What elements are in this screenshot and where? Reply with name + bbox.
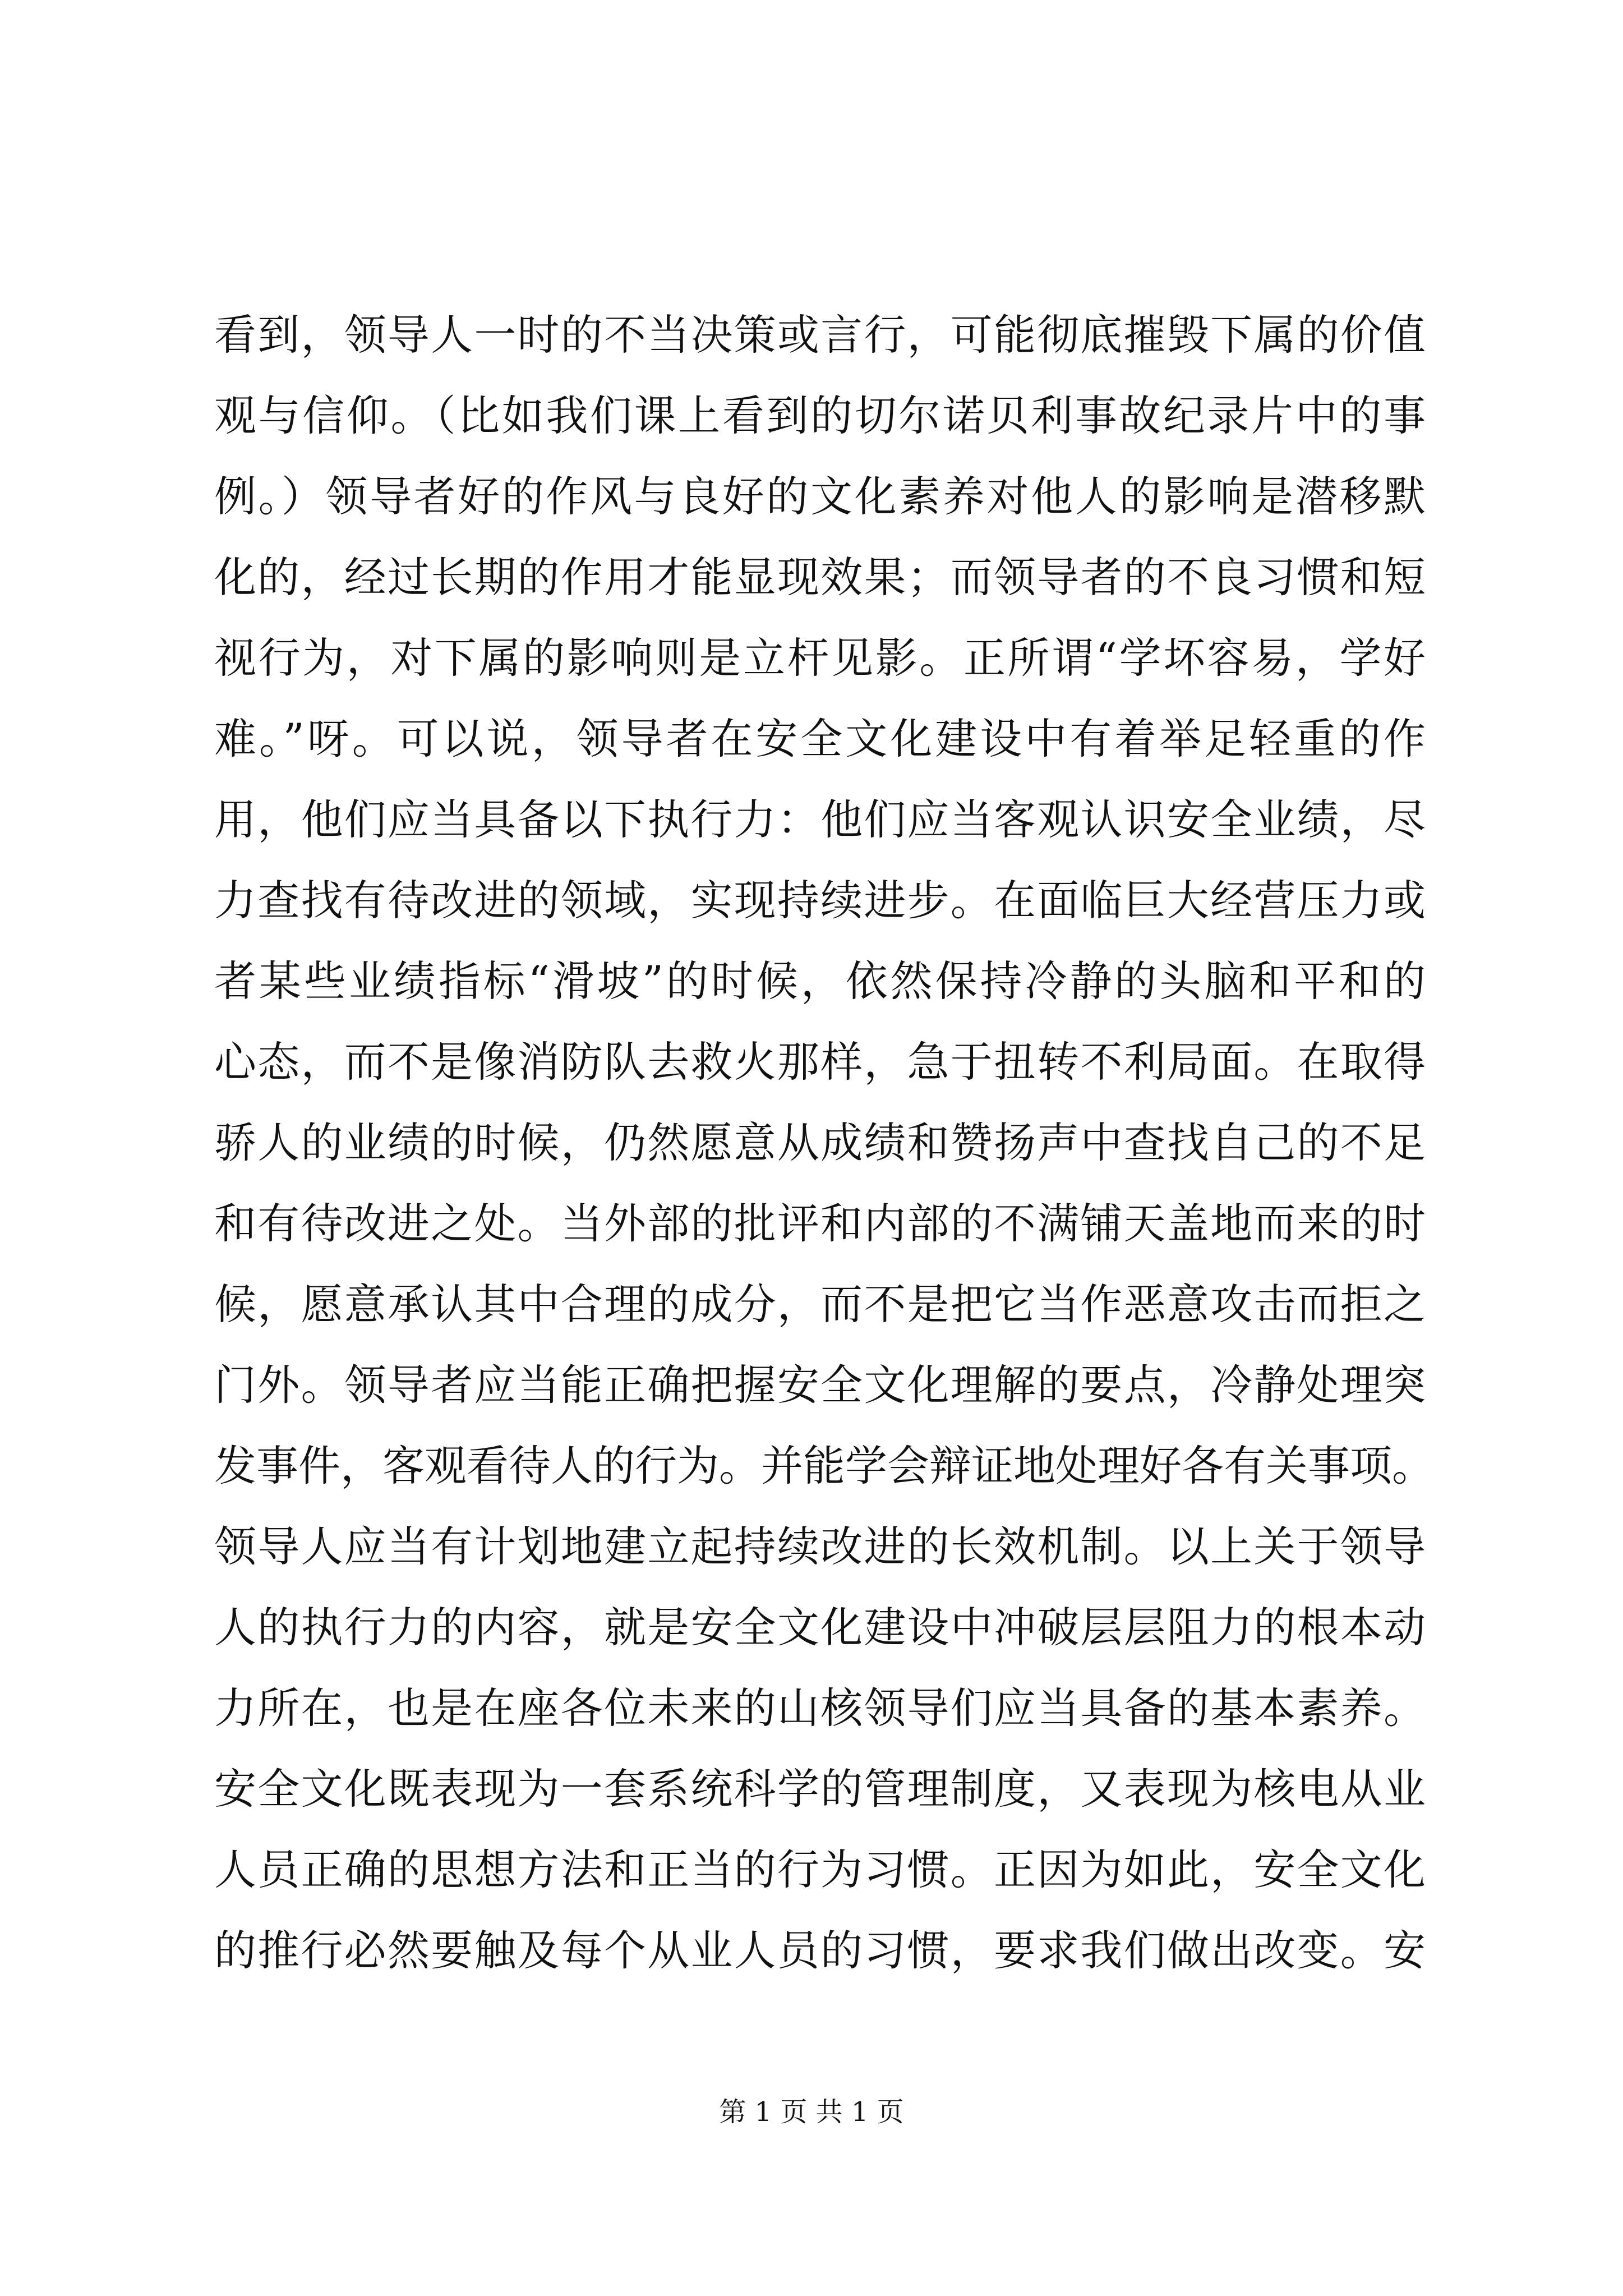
text-line: 者某些业绩指标“滑坡”的时候，依然保持冷静的头脑和平和的 bbox=[214, 956, 1426, 1006]
text-line: 人的执行力的内容，就是安全文化建设中冲破层层阻力的根本动 bbox=[214, 1603, 1426, 1652]
text-line: 人员正确的思想方法和正当的行为习惯。正因为如此，安全文化 bbox=[214, 1845, 1426, 1894]
text-line: 和有待改进之处。当外部的批评和内部的不满铺天盖地而来的时 bbox=[214, 1199, 1426, 1248]
text-line: 看到，领导人一时的不当决策或言行，可能彻底摧毁下属的价值 bbox=[214, 310, 1426, 360]
text-line: 例。）领导者好的作风与良好的文化素养对他人的影响是潜移默 bbox=[214, 472, 1426, 521]
document-body bbox=[214, 295, 1435, 1991]
text-line: 领导人应当有计划地建立起持续改进的长效机制。以上关于领导 bbox=[214, 1522, 1426, 1571]
text-line: 的推行必然要触及每个从业人员的习惯，要求我们做出改变。安 bbox=[214, 1926, 1426, 1975]
text-line: 候，愿意承认其中合理的成分，而不是把它当作恶意攻击而拒之 bbox=[214, 1280, 1426, 1329]
text-line: 力所在，也是在座各位未来的山核领导们应当具备的基本素养。 bbox=[214, 1683, 1426, 1733]
text-line: 骄人的业绩的时候，仍然愿意从成绩和赞扬声中查找自己的不足 bbox=[214, 1118, 1426, 1167]
text-line: 难。”呀。可以说，领导者在安全文化建设中有着举足轻重的作 bbox=[214, 714, 1426, 763]
text-line: 心态，而不是像消防队去救火那样，急于扭转不利局面。在取得 bbox=[214, 1037, 1426, 1087]
text-line: 发事件，客观看待人的行为。并能学会辩证地处理好各有关事项。 bbox=[214, 1441, 1435, 1490]
text-line: 门外。领导者应当能正确把握安全文化理解的要点，冷静处理突 bbox=[214, 1360, 1426, 1410]
text-line: 观与信仰。（比如我们课上看到的切尔诺贝利事故纪录片中的事 bbox=[214, 391, 1426, 440]
text-line: 用，他们应当具备以下执行力：他们应当客观认识安全业绩，尽 bbox=[214, 795, 1426, 844]
text-line: 化的，经过长期的作用才能显现效果；而领导者的不良习惯和短 bbox=[214, 553, 1426, 602]
text-line: 安全文化既表现为一套系统科学的管理制度，又表现为核电从业 bbox=[214, 1764, 1426, 1814]
page-footer: 第 1 页 共 1 页 bbox=[719, 2096, 904, 2128]
text-line: 力查找有待改进的领域，实现持续进步。在面临巨大经营压力或 bbox=[214, 876, 1426, 925]
text-line: 视行为，对下属的影响则是立杆见影。正所谓“学坏容易，学好 bbox=[214, 633, 1426, 683]
